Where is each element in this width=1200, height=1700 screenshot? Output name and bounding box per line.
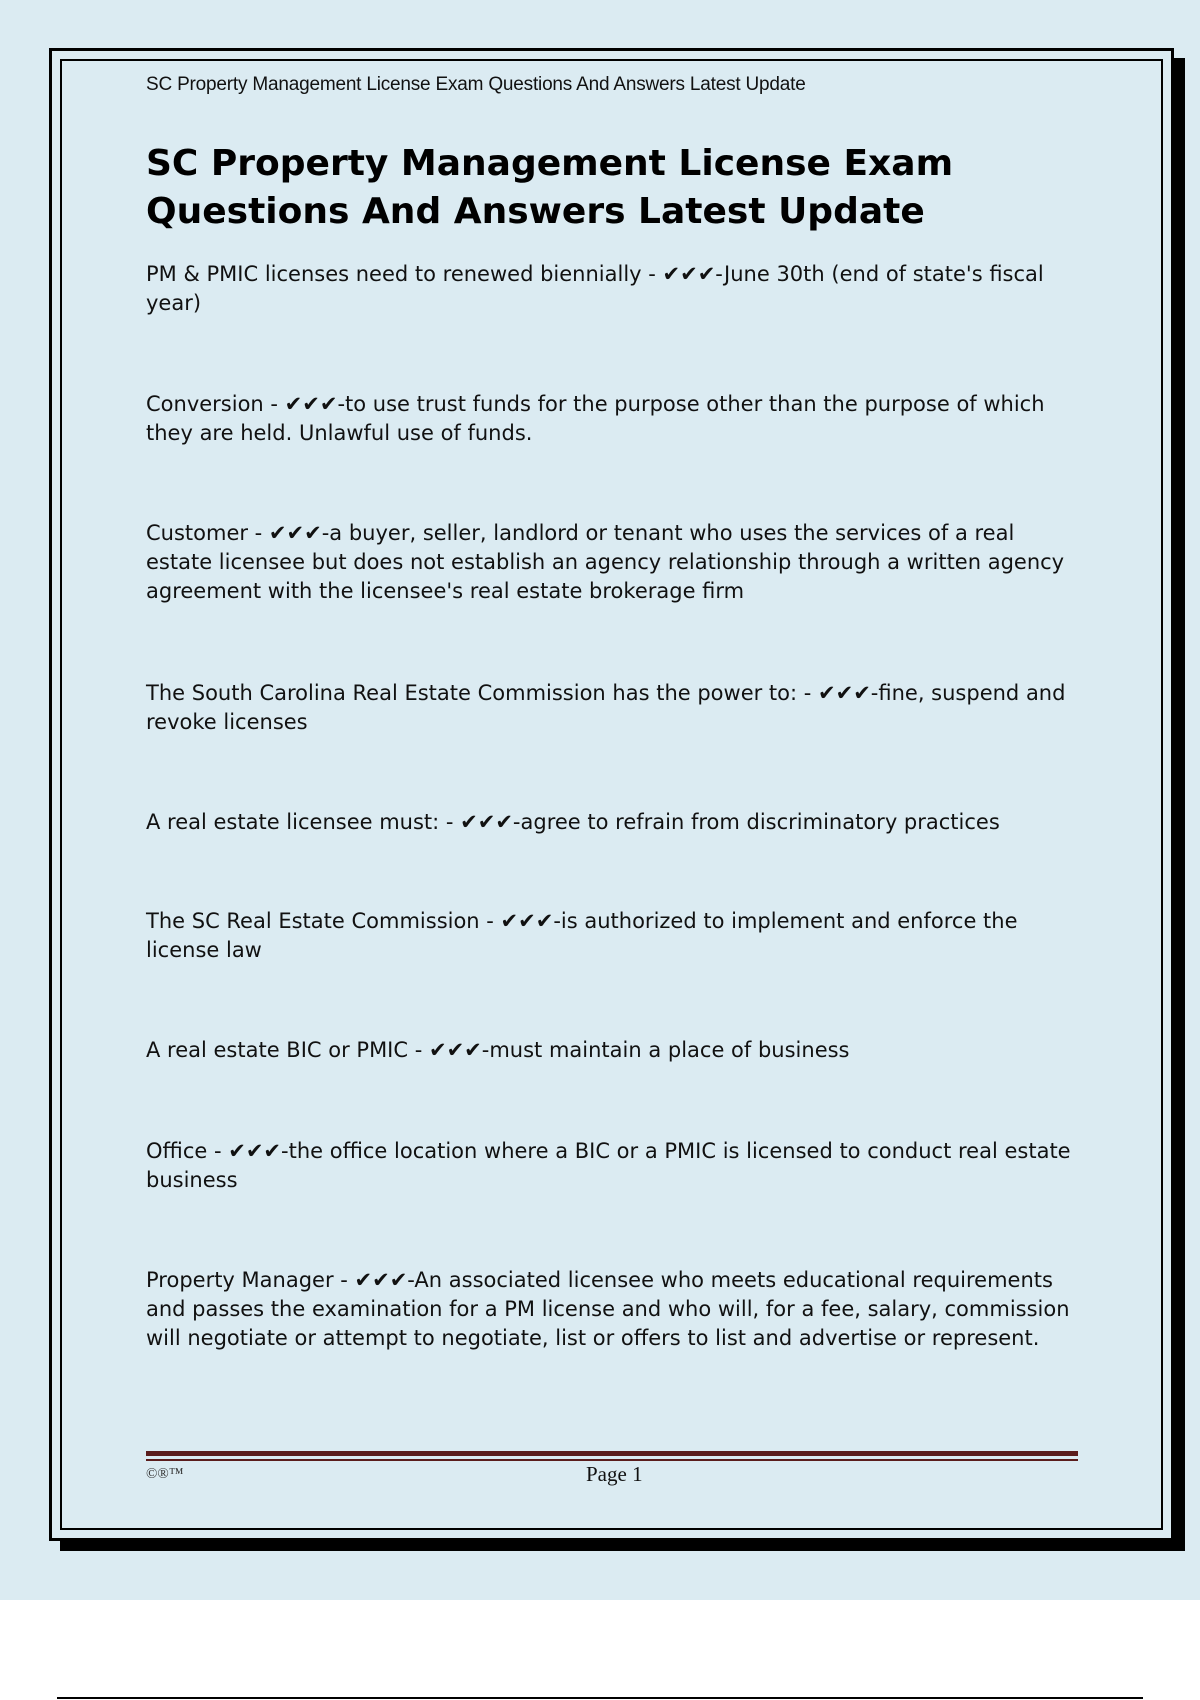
next-page-top-rule [57, 1697, 1143, 1699]
qa-entry: Office - ✔✔✔-the office location where a BIC or a PMIC is licensed to conduct real estate business [146, 1139, 1071, 1192]
qa-entry: The SC Real Estate Commission - ✔✔✔-is authorized to implement and enforce the license law [146, 909, 1018, 962]
qa-entry: A real estate BIC or PMIC - ✔✔✔-must maintain a place of business [146, 1038, 850, 1062]
qa-entry: PM & PMIC licenses need to renewed biennially - ✔✔✔-June 30th (end of state's fiscal year) [146, 262, 1044, 315]
footer-rule [146, 1451, 1078, 1456]
qa-entry: A real estate licensee must: - ✔✔✔-agree to refrain from discriminatory practices [146, 810, 1000, 834]
qa-entry: The South Carolina Real Estate Commission has the power to: - ✔✔✔-fine, suspend and revoke licenses [146, 681, 1066, 734]
document-title: SC Property Management License Exam Questions And Answers Latest Update [146, 143, 954, 232]
qa-entry: Property Manager - ✔✔✔-An associated licensee who meets educational requirements and passes the examination for a PM license and who will, for a fee, salary, commission will negotiate or attempt to negotiate, list or offers to list and advertise or represent. [146, 1268, 1070, 1350]
running-header: SC Property Management License Exam Questions And Answers Latest Update [146, 74, 806, 95]
qa-entry: Customer - ✔✔✔-a buyer, seller, landlord or tenant who uses the services of a real estate licensee but does not establish an agency relationship through a written agency agreement with the licensee's real estate brokerage firm [146, 521, 1065, 603]
page-number: Page 1 [586, 1462, 643, 1486]
footer-rule-thin [146, 1459, 1078, 1461]
footer-symbols: ©®™ [146, 1466, 184, 1482]
qa-entry: Conversion - ✔✔✔-to use trust funds for the purpose other than the purpose of which they are held. Unlawful use of funds. [146, 392, 1045, 445]
